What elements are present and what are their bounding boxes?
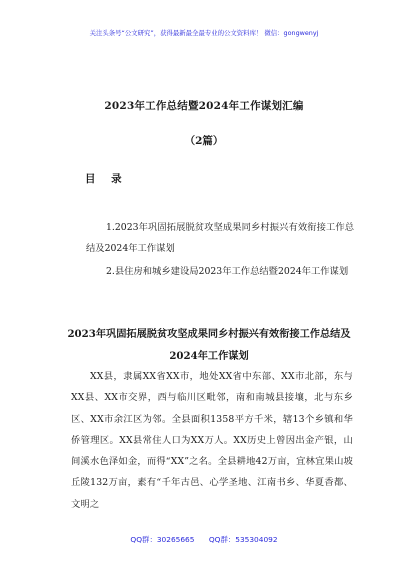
- header-banner: 关注头条号“公文研究”，获得最新最全最专业的公文资料库！ 微信：gongwenyj: [89, 29, 319, 37]
- document-subtitle: （2篇）: [184, 135, 224, 147]
- footer-qq-group-1: QQ群：30265665: [130, 535, 195, 544]
- footer-contacts: [0, 534, 408, 545]
- body-paragraph: XX县，隶属XX省XX市，地处XX省中东部、XX市北部，东与XX县、XX市交界，西与临川区毗邻，南和南城县接壤，北与东乡区、XX市余江区为邻。全县面积1358平方千米，辖13个乡镇和华侨管理区。XX县常住人口为XX万人。XX历史上曾因出金产银，山间溪水色泽如金，而得“XX”之名。全县耕地42万亩，宜林宜果山坡丘陵132万亩，素有“千年古邑、心学圣地、江南书乡、华夏香都、文明之: [71, 371, 353, 510]
- toc-item: 1.2023年巩固拓展脱贫攻坚成果同乡村振兴有效衔接工作总结及2024年工作谋划: [86, 222, 354, 254]
- toc-item: 2.县住房和城乡建设局2023年工作总结暨2024年工作谋划: [106, 266, 349, 277]
- document-title: 2023年工作总结暨2024年工作谋划汇编: [104, 100, 304, 112]
- footer-qq-group-2: QQ群：535304092: [208, 535, 278, 544]
- toc-heading: 目 录: [85, 173, 128, 185]
- section-title: 2023年巩固拓展脱贫攻坚成果同乡村振兴有效衔接工作总结及2024年工作谋划: [67, 328, 351, 362]
